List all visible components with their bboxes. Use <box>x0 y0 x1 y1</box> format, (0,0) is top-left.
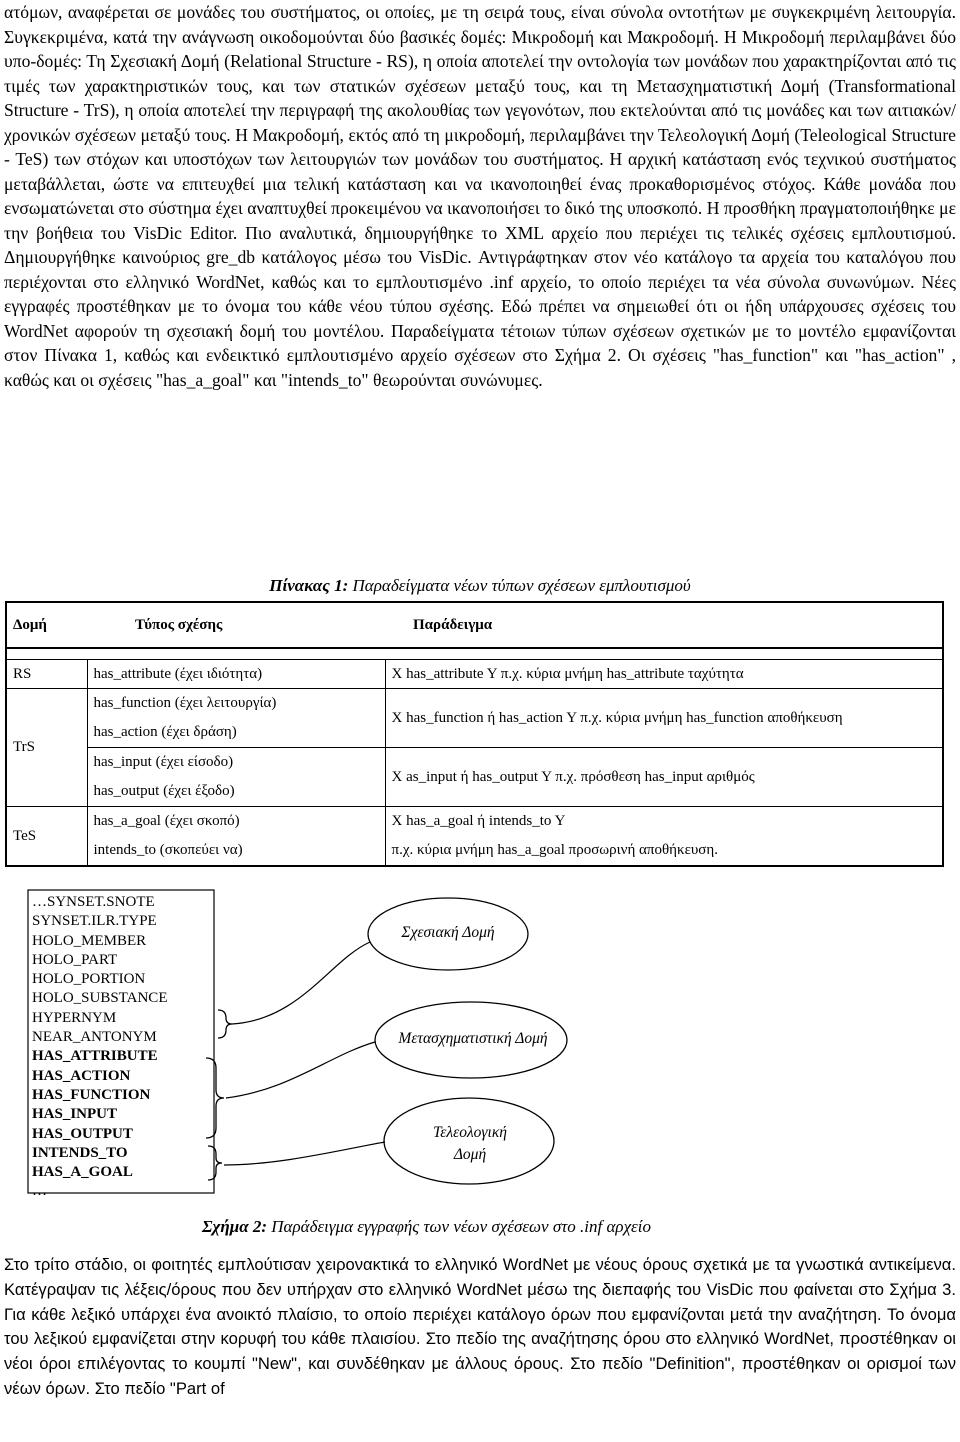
figure-caption-label: Σχήμα 2: <box>202 1217 268 1236</box>
list-item-new: HAS_INPUT <box>32 1106 118 1123</box>
relation-intends-to: intends_to (σκοπεύει να) <box>93 842 243 858</box>
cell-structure-trs: TrS <box>6 689 87 807</box>
table-header-row <box>6 602 943 648</box>
table-caption-text: Παραδείγματα νέων τύπων σχέσεων εμπλουτισμού <box>348 576 691 595</box>
list-item: HOLO_MEMBER <box>32 932 147 949</box>
cell-example-trs-1: X has_function ή has_action Y π.χ. κύρια μνήμη has_function αποθήκευση <box>385 689 943 748</box>
list-item: …SYNSET.SNOTE <box>32 894 155 910</box>
list-item-new: INTENDS_TO <box>32 1144 128 1161</box>
figure-caption <box>202 1217 651 1237</box>
cell-type-tes <box>87 807 385 867</box>
example-tes-line-2: π.χ. κύρια μνήμη has_a_goal προσωρινή αποθήκευση. <box>391 842 718 858</box>
list-item: HOLO_SUBSTANCE <box>32 990 168 1007</box>
connector-tes <box>224 1142 385 1165</box>
table-row-trs-1 <box>6 689 943 748</box>
list-item-new: HAS_ACTION <box>32 1067 131 1084</box>
table-row-tes <box>6 807 943 867</box>
relation-has-output: has_output (έχει έξοδο) <box>93 783 235 799</box>
list-item-new: HAS_A_GOAL <box>32 1164 133 1181</box>
cell-structure-tes: TeS <box>6 807 87 867</box>
list-item: HOLO_PART <box>32 951 118 968</box>
cell-type-rs: has_attribute (έχει ιδιότητα) <box>87 660 385 689</box>
list-item: HYPERNYM <box>32 1009 117 1026</box>
body-paragraph-2: Στο τρίτο στάδιο, οι φοιτητές εμπλούτισαν χειρονακτικά το ελληνικό WordNet με νέους όρους σχετικά με τα γνωστικά αντικείμενα. Κατέγραψαν τις λέξεις/όρους που δεν υπήρχαν στο ελληνικό WordNet μέσω της διεπαφής του VisDic που φαίνεται στο Σχήμα 3. Για κάθε λεξικό υπάρχει ένα ανοικτό πλαίσιο, το οποίο περιέχει κατάλογο όρων που εμφανίζονται μετά την αναζήτηση. Το όνομα του λεξικού εμφανίζεται στην κορυφή του κάθε πλαισίου. Στο πεδίο της αναζήτησης όρου στο ελληνικό WordNet, προστέθηκαν οι νέοι όροι επιλέγοντας το κουμπί "New", και συνδέθηκαν με άλλους όρους. Στο πεδίο "Definition", προστέθηκαν οι ορισμοί των νέων όρων. Στο πεδίο "Part of <box>4 1255 956 1398</box>
label-teleological-structure <box>410 1122 530 1166</box>
brace-tes-icon <box>208 1146 222 1180</box>
brace-trs-icon <box>206 1058 224 1138</box>
header-example: Παράδειγμα <box>385 602 943 648</box>
table-caption-label: Πίνακας 1: <box>269 576 349 595</box>
relation-has-function: has_function (έχει λειτουργία) <box>93 695 277 711</box>
label-transformational-structure: Μετασχηματιστική Δομή <box>398 1030 548 1047</box>
relations-table <box>5 601 944 867</box>
body-paragraph-1: ατόμων, αναφέρεται σε μονάδες του συστήματος, οι οποίες, με τη σειρά τους, είναι σύνολα οντοτήτων με συγκεκριμένη λειτουργία. Συγκεκριμένα, κατά την ανάγνωση οικοδομούνται δύο βασικές δομές: Μικροδομή και Μακροδομή. Η Μικροδομή περιλαμβάνει δύο υπο-δομές: Τη Σχεσιακή Δομή (Relational Structure - RS), η οποία αποτελεί την οντολογία των μονάδων που χαρακτηρίζονται από τις τιμές των χαρακτηριστικών τους, και των στατικών σχέσεων μεταξύ τους, και τη Μετασχηματιστική Δομή (Transformational Structure - TrS), η οποία αποτελεί την περιγραφή της ακολουθίας των γεγονότων, που εκτελούνται από τις μονάδες και των αιτιακών/χρονικών σχέσεων μεταξύ τους. Η Μακροδομή, εκτός από τη μικροδομή, περιλαμβάνει την Τελεολογική Δομή (Teleological Structure - TeS) των στόχων και υποστόχων των λειτουργιών των μονάδων του συστήματος. Η αρχική κατάσταση ενός τεχνικού συστήματος μεταβάλλεται, ώστε να επιτευχθεί μια τελική κατάσταση και να ικανοποιηθεί ένας προκαθορισμένος στόχος. Κάθε μονάδα που ενσωματώνεται στο σύστημα έχει αναπτυχθεί προκειμένου να ικανοποιήσει το δικό της υποσκοπό. Η προσθήκη πραγματοποιήθηκε με την βοήθεια του VisDic Editor. Πιο αναλυτικά, δημιουργήθηκε το XML αρχείο που περιέχει τις τελικές σχέσεις εμπλουτισμού. Δημιουργήθηκε καινούριος gre_db κατάλογος μέσω του VisDic. Αντιγράφτηκαν στον νέο κατάλογο τα αρχεία του καταλόγου που περιέχονται στο ελληνικό WordNet, καθώς και το εμπλουτισμένο .inf αρχείο, το οποίο περιέχει τα νέα σύνολα συνωνύμων. Νέες εγγραφές προστέθηκαν με το όνομα του κάθε νέου τύπου σχέσης. Εδώ πρέπει να σημειωθεί ότι οι ήδη υπάρχουσες σχέσεις του WordNet αφορούν τη σχεσιακή δομή του μοντέλου. Παραδείγματα τέτοιων τύπων σχέσεων σχετικών με το μοντέλο εμφανίζονται στον Πίνακα 1, καθώς και ενδεικτικό εμπλουτισμένο αρχείο σχέσεων στο Σχήμα 2. Οι σχέσεις "has_function" και "has_action" , καθώς και οι σχέσεις "has_a_goal" και "intends_to" θεωρούνται συνώνυμες. <box>4 2 956 390</box>
cell-example-rs: X has_attribute Y π.χ. κύρια μνήμη has_attribute ταχύτητα <box>385 660 943 689</box>
example-tes-line-1: X has_a_goal ή intends_to Y <box>391 813 566 829</box>
label-relational-structure: Σχεσιακή Δομή <box>401 924 495 941</box>
relation-has-input: has_input (έχει είσοδο) <box>93 754 234 770</box>
list-item-new: HAS_ATTRIBUTE <box>32 1048 158 1065</box>
list-item: … <box>32 1183 47 1200</box>
cell-example-tes <box>385 807 943 867</box>
relations-list <box>32 893 167 1202</box>
cell-structure-rs: RS <box>6 660 87 689</box>
table-caption <box>0 576 960 596</box>
header-relation-type: Τύπος σχέσης <box>87 602 385 648</box>
figure-caption-text: Παράδειγμα εγγραφής των νέων σχέσεων στο .inf αρχείο <box>267 1217 651 1236</box>
table-row-trs-2 <box>6 748 943 807</box>
brace-rs-icon <box>218 1010 232 1038</box>
relation-has-a-goal: has_a_goal (έχει σκοπό) <box>93 813 240 829</box>
list-item-new: HAS_FUNCTION <box>32 1086 151 1103</box>
list-item: NEAR_ANTONYM <box>32 1029 157 1046</box>
list-item: HOLO_PORTION <box>32 971 146 988</box>
cell-type-trs-1 <box>87 689 385 748</box>
connector-trs <box>226 1042 375 1098</box>
cell-example-trs-2: X as_input ή has_output Y π.χ. πρόσθεση has_input αριθμός <box>385 748 943 807</box>
list-item: SYNSET.ILR.TYPE <box>32 913 157 930</box>
relation-has-action: has_action (έχει δράση) <box>93 724 237 740</box>
connector-rs <box>232 942 370 1024</box>
label-teleological-line-2: Δομή <box>453 1146 487 1163</box>
header-structure: Δομή <box>6 602 87 648</box>
table-row-rs <box>6 660 943 689</box>
list-item-new: HAS_OUTPUT <box>32 1125 133 1142</box>
label-teleological-line-1: Τελεολογική <box>433 1124 507 1141</box>
cell-type-trs-2 <box>87 748 385 807</box>
